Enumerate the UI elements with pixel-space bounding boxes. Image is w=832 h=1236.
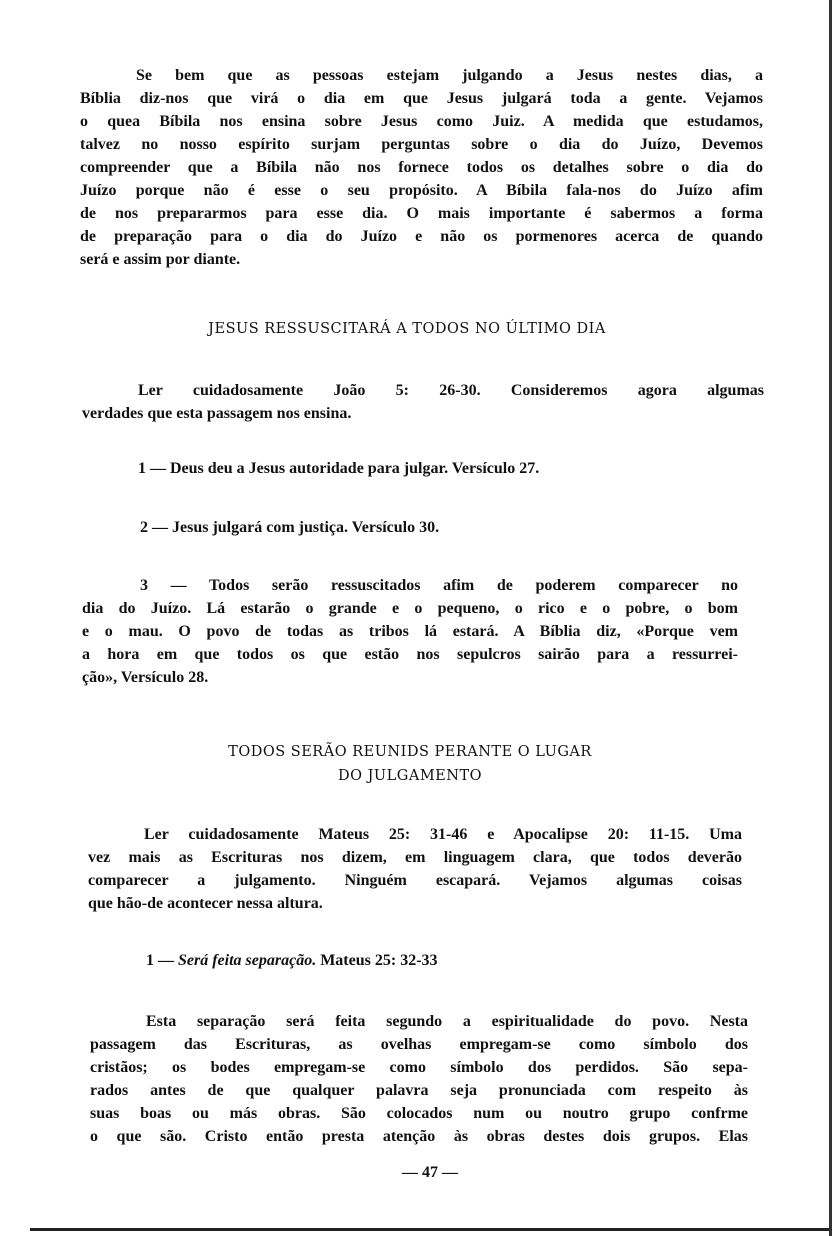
text-line: Se bem que as pessoas estejam julgando a Jesus nestes dias, a (136, 67, 763, 84)
list-item-4 (146, 949, 438, 972)
item-number: 1 — (146, 952, 174, 969)
text-line: Bíblia diz-nos que virá o dia em que Jesus julgará toda a gente. Vejamos (80, 90, 763, 107)
page-number-text: — 47 — (402, 1164, 458, 1181)
text-line: de nos prepararmos para esse dia. O mais importante é sabermos a forma (80, 205, 763, 222)
text-line: dia do Juízo. Lá estarão o grande e o pequeno, o rico e o pobre, o bom (82, 600, 738, 617)
list-item-2 (140, 516, 439, 539)
text-line: rados antes de que qualquer palavra seja pronunciada com respeito às (90, 1082, 748, 1099)
text-line: o quea Bíbila nos ensina sobre Jesus como Juiz. A medida que estudamos, (80, 113, 763, 130)
text-line: verdades que esta passagem nos ensina. (82, 405, 352, 422)
page-number (380, 1161, 480, 1184)
section-heading-2 (180, 740, 640, 788)
section-heading-1 (150, 317, 664, 341)
paragraph-1 (80, 64, 763, 271)
text-line: o que são. Cristo então presta atenção às obras destes dois grupos. Elas (90, 1128, 748, 1145)
text-line: 3 — Todos serão ressuscitados afim de poderem comparecer no (140, 577, 738, 594)
text-line: suas boas ou más obras. São colocados num ou noutro grupo confrme (90, 1105, 748, 1122)
text-line: a hora em que todos os que estão nos sepulcros sairão para a ressurrei- (82, 646, 738, 663)
list-item-1 (138, 457, 539, 480)
scan-edge-bottom (30, 1228, 832, 1231)
text-line: passagem das Escrituras, as ovelhas empregam-se como símbolo dos (90, 1036, 748, 1053)
text-line: 2 — Jesus julgará com justiça. Versículo 30. (140, 519, 440, 536)
text-line: Juízo porque não é esse o seu propósito. A Bíbila fala-nos do Juízo afim (80, 182, 763, 199)
paragraph-3 (88, 823, 742, 915)
text-line: será e assim por diante. (80, 251, 241, 268)
heading-line: JESUS RESSUSCITARÁ A TODOS NO ÚLTIMO DIA (208, 321, 606, 337)
text-line: e o mau. O povo de todas as tribos lá estará. A Bíblia diz, «Porque vem (82, 623, 738, 640)
paragraph-4 (90, 1010, 748, 1148)
text-line: cristãos; os bodes empregam-se como símbolo dos perdidos. São sepa- (90, 1059, 748, 1076)
text-line: 1 — Deus deu a Jesus autoridade para julgar. Versículo 27. (138, 460, 540, 477)
text-line: talvez no nosso espírito surjam perguntas sobre o dia do Juízo, Devemos (80, 136, 763, 153)
item-reference: Mateus 25: 32-33 (320, 952, 438, 969)
text-line: compreender que a Bíbila não nos fornece todos os detalhes sobre o dia do (80, 159, 763, 176)
text-line: Esta separação será feita segundo a espiritualidade do povo. Nesta (146, 1013, 748, 1030)
text-line: Ler cuidadosamente João 5: 26-30. Consideremos agora algumas (138, 382, 764, 399)
heading-line: DO JULGAMENTO (337, 768, 483, 784)
text-line: comparecer a julgamento. Ninguém escapará. Vejamos algumas coisas (88, 872, 742, 889)
text-line: Ler cuidadosamente Mateus 25: 31-46 e Apocalipse 20: 11-15. Uma (144, 826, 742, 843)
text-line: vez mais as Escrituras nos dizem, em linguagem clara, que todos deverão (88, 849, 742, 866)
paragraph-2 (82, 379, 764, 425)
text-line: que hão-de acontecer nessa altura. (88, 895, 323, 912)
list-item-3 (82, 574, 738, 689)
heading-line: TODOS SERÃO REUNIDS PERANTE O LUGAR (228, 744, 592, 760)
text-line: de preparação para o dia do Juízo e não os pormenores acerca de quando (80, 228, 763, 245)
text-line: ção», Versículo 28. (82, 669, 209, 686)
item-title: Será feita separação. (178, 952, 317, 969)
